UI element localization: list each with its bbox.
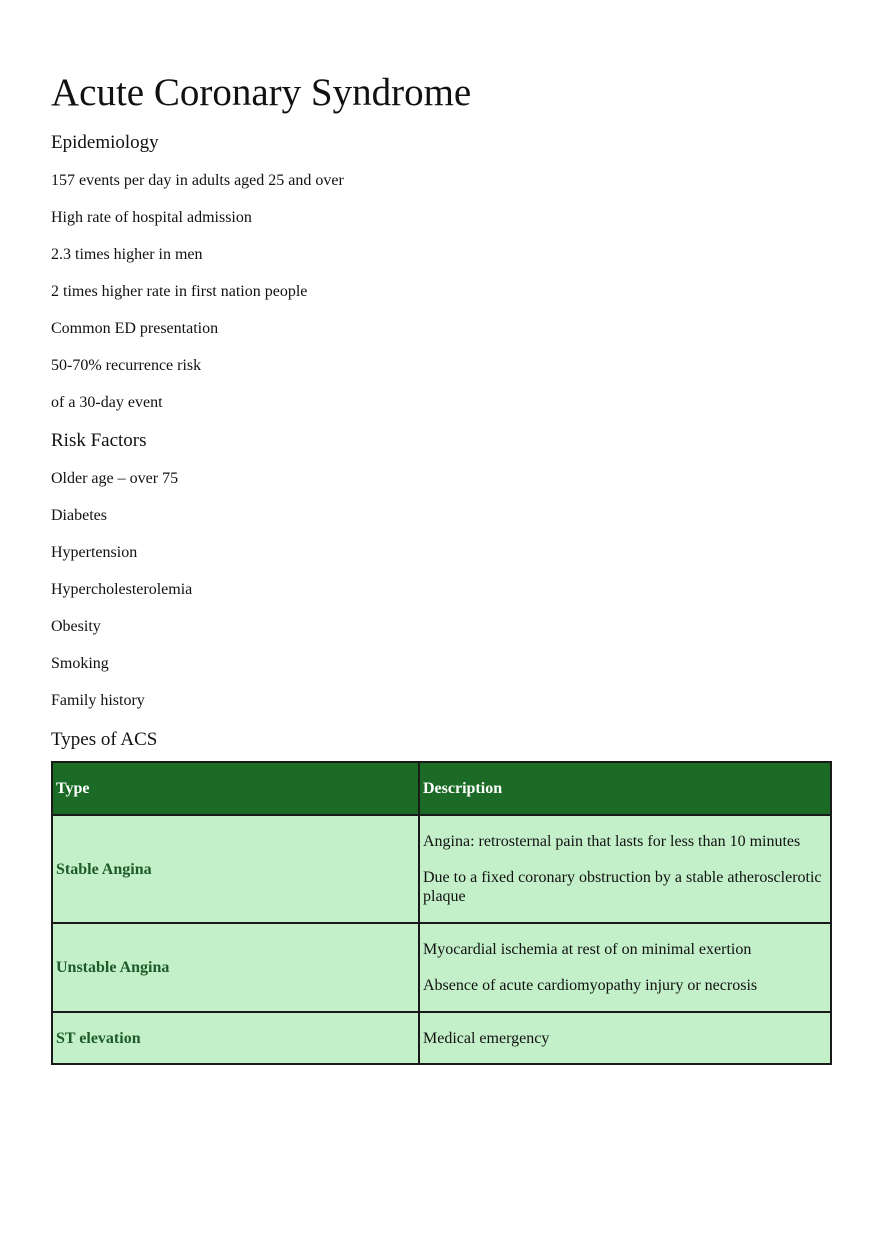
table-row (52, 923, 831, 1012)
document-title: Acute Coronary Syndrome (51, 71, 472, 114)
risk-factor-item: Hypercholesterolemia (51, 581, 193, 598)
table-row (52, 815, 831, 923)
description-line: Due to a fixed coronary obstruction by a stable atherosclerotic plaque (423, 869, 822, 905)
column-header-description: Description (419, 762, 831, 815)
epidemiology-item: High rate of hospital admission (51, 209, 252, 226)
description-line: Myocardial ischemia at rest of on minimal exertion (423, 941, 752, 958)
description-line: Medical emergency (423, 1029, 550, 1047)
epidemiology-item: 157 events per day in adults aged 25 and over (51, 172, 344, 189)
description-line: Angina: retrosternal pain that lasts for less than 10 minutes (423, 833, 801, 850)
table-header-row (52, 762, 831, 815)
risk-factors-heading: Risk Factors (51, 430, 147, 451)
risk-factor-item: Smoking (51, 655, 109, 672)
epidemiology-item: 50-70% recurrence risk (51, 357, 202, 374)
type-cell: ST elevation (52, 1012, 419, 1064)
description-line: Absence of acute cardiomyopathy injury or necrosis (423, 977, 758, 994)
column-header-type: Type (52, 762, 419, 815)
type-cell: Unstable Angina (52, 923, 419, 1012)
epidemiology-item: 2.3 times higher in men (51, 246, 203, 263)
risk-factor-item: Diabetes (51, 507, 107, 524)
type-cell: Stable Angina (52, 815, 419, 923)
table-row (52, 1012, 831, 1064)
risk-factor-item: Obesity (51, 618, 101, 635)
risk-factor-item: Hypertension (51, 544, 138, 561)
description-cell (419, 923, 831, 1012)
types-of-acs-heading: Types of ACS (51, 729, 158, 750)
risk-factor-item: Family history (51, 692, 145, 709)
epidemiology-item: 2 times higher rate in first nation people (51, 283, 308, 300)
description-cell (419, 815, 831, 923)
risk-factor-item: Older age – over 75 (51, 470, 179, 487)
acs-types-table (51, 761, 832, 1065)
epidemiology-heading: Epidemiology (51, 132, 159, 153)
epidemiology-item: Common ED presentation (51, 320, 219, 337)
description-cell (419, 1012, 831, 1064)
epidemiology-item: of a 30-day event (51, 394, 163, 411)
